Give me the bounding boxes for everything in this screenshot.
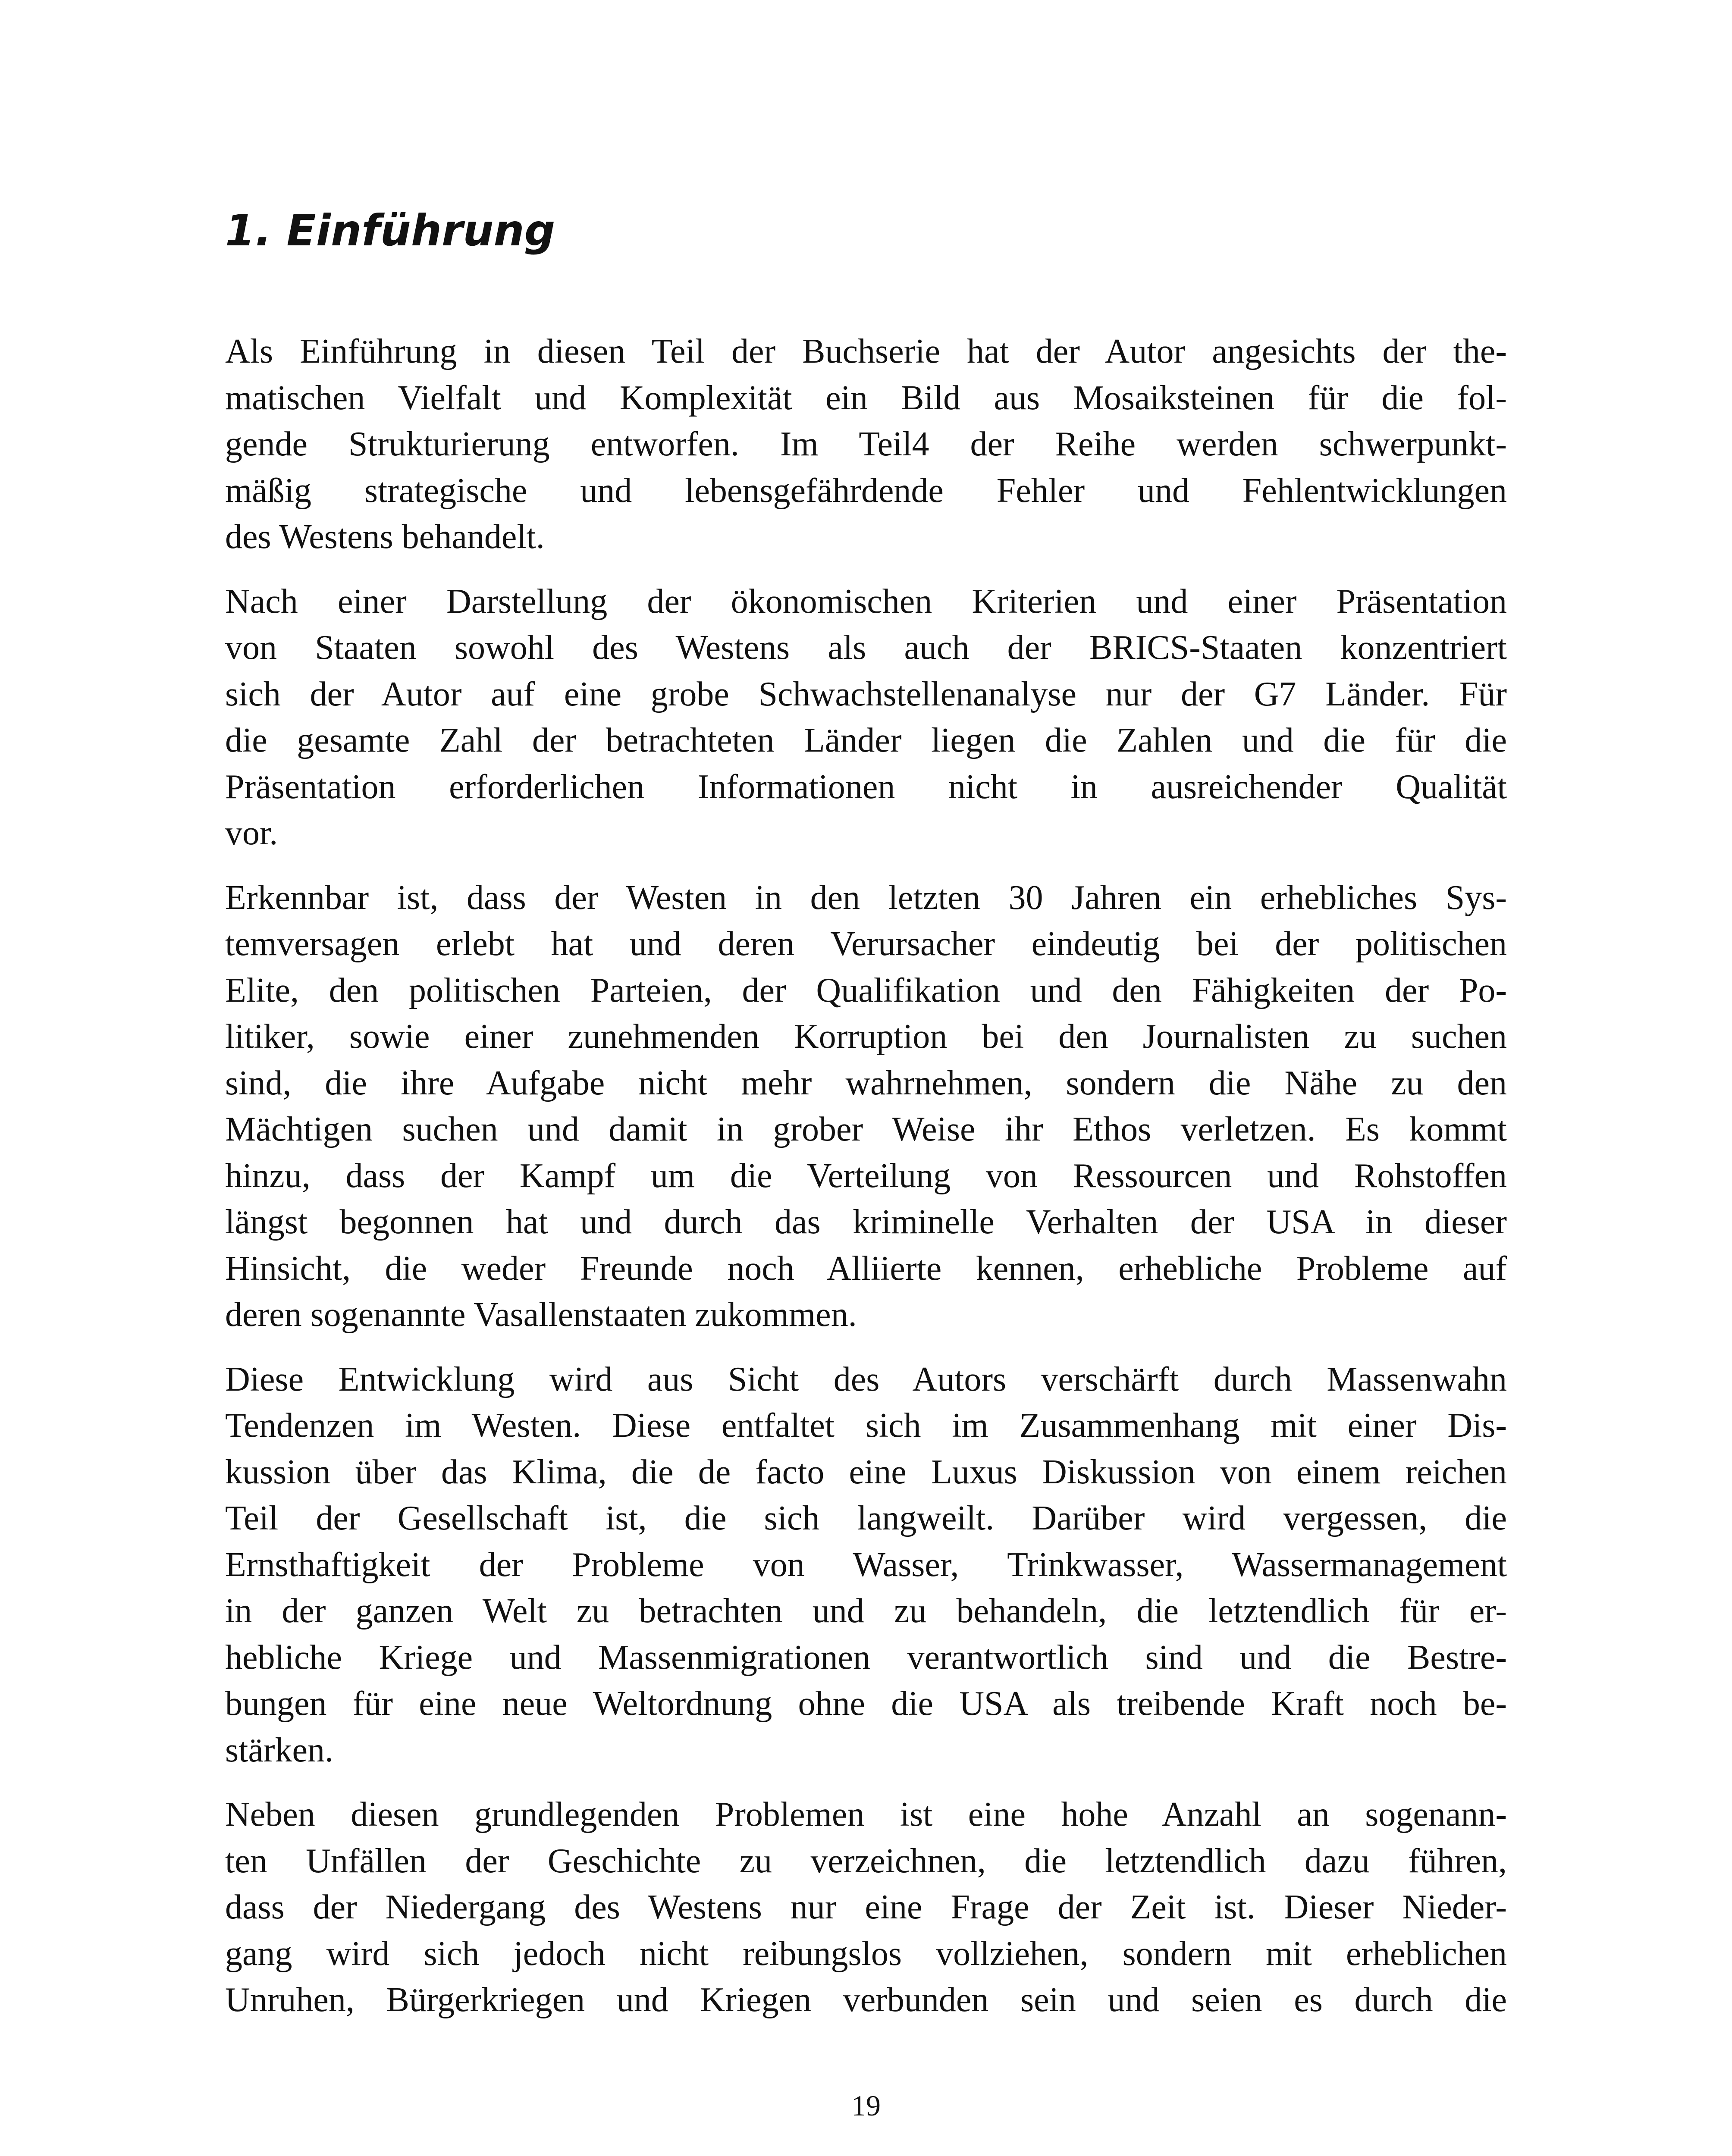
- text-line: Teil der Gesellschaft ist, die sich langweilt. Darüber wird vergessen, die: [225, 1499, 1507, 1537]
- text-line: sind, die ihre Aufgabe nicht mehr wahrnehmen, sondern die Nähe zu den: [225, 1064, 1507, 1102]
- body-text: [225, 329, 1507, 2042]
- text-line: Als Einführung in diesen Teil der Buchserie hat der Autor angesichts der the-: [225, 332, 1507, 370]
- paragraph: [225, 329, 1507, 561]
- text-line: von Staaten sowohl des Westens als auch der BRICS-Staaten konzentriert: [225, 629, 1507, 667]
- text-line: sich der Autor auf eine grobe Schwachstellenanalyse nur der G7 Länder. Für: [225, 675, 1507, 713]
- text-line: in der ganzen Welt zu betrachten und zu behandeln, die letztendlich für er-: [225, 1592, 1507, 1630]
- text-line: stärken.: [225, 1731, 334, 1769]
- paragraph: [225, 875, 1507, 1338]
- text-line: mäßig strategische und lebensgefährdende Fehler und Fehlentwicklungen: [225, 471, 1507, 510]
- text-line: matischen Vielfalt und Komplexität ein Bild aus Mosaiksteinen für die fol-: [225, 379, 1507, 417]
- text-line: Mächtigen suchen und damit in grober Weise ihr Ethos verletzen. Es kommt: [225, 1110, 1507, 1148]
- text-line: gende Strukturierung entworfen. Im Teil4 der Reihe werden schwerpunkt-: [225, 425, 1507, 463]
- text-line: des Westens behandelt.: [225, 518, 545, 556]
- text-line: Ernsthaftigkeit der Probleme von Wasser, Trinkwasser, Wassermanagement: [225, 1545, 1507, 1584]
- text-line: hebliche Kriege und Massenmigrationen verantwortlich sind und die Bestre-: [225, 1638, 1507, 1677]
- page-number: 19: [851, 2089, 881, 2122]
- text-line: litiker, sowie einer zunehmenden Korruption bei den Journalisten zu suchen: [225, 1018, 1507, 1056]
- text-line: hinzu, dass der Kampf um die Verteilung von Ressourcen und Rohstoffen: [225, 1156, 1507, 1195]
- text-line: bungen für eine neue Weltordnung ohne die USA als treibende Kraft noch be-: [225, 1685, 1507, 1723]
- text-line: vor.: [225, 814, 278, 852]
- text-line: temversagen erlebt hat und deren Verursacher eindeutig bei der politischen: [225, 925, 1507, 963]
- text-line: dass der Niedergang des Westens nur eine Frage der Zeit ist. Dieser Nieder-: [225, 1888, 1507, 1926]
- text-line: die gesamte Zahl der betrachteten Länder liegen die Zahlen und die für die: [225, 721, 1507, 759]
- paragraph: [225, 1357, 1507, 1774]
- text-line: gang wird sich jedoch nicht reibungslos vollziehen, sondern mit erheblichen: [225, 1934, 1507, 1973]
- text-line: kussion über das Klima, die de facto eine Luxus Diskussion von einem reichen: [225, 1453, 1507, 1491]
- text-line: Präsentation erforderlichen Informationen nicht in ausreichender Qualität: [225, 768, 1507, 806]
- chapter-heading: 1. Einführung: [225, 205, 555, 256]
- text-line: Diese Entwicklung wird aus Sicht des Autors verschärft durch Massenwahn: [225, 1360, 1507, 1398]
- text-line: Nach einer Darstellung der ökonomischen Kriterien und einer Präsentation: [225, 582, 1507, 620]
- text-line: Hinsicht, die weder Freunde noch Alliierte kennen, erhebliche Probleme auf: [225, 1249, 1507, 1288]
- paragraph: [225, 1792, 1507, 2024]
- text-line: deren sogenannte Vasallenstaaten zukommen.: [225, 1296, 857, 1334]
- text-line: Tendenzen im Westen. Diese entfaltet sich im Zusammenhang mit einer Dis-: [225, 1407, 1507, 1445]
- text-line: Unruhen, Bürgerkriegen und Kriegen verbunden sein und seien es durch die: [225, 1981, 1507, 2019]
- text-line: Elite, den politischen Parteien, der Qualifikation und den Fähigkeiten der Po-: [225, 971, 1507, 1009]
- text-line: längst begonnen hat und durch das kriminelle Verhalten der USA in dieser: [225, 1203, 1507, 1241]
- text-line: Erkennbar ist, dass der Westen in den letzten 30 Jahren ein erhebliches Sys-: [225, 878, 1507, 917]
- paragraph: [225, 579, 1507, 857]
- text-line: Neben diesen grundlegenden Problemen ist eine hohe Anzahl an sogenann-: [225, 1796, 1507, 1833]
- text-line: ten Unfällen der Geschichte zu verzeichnen, die letztendlich dazu führen,: [225, 1842, 1507, 1880]
